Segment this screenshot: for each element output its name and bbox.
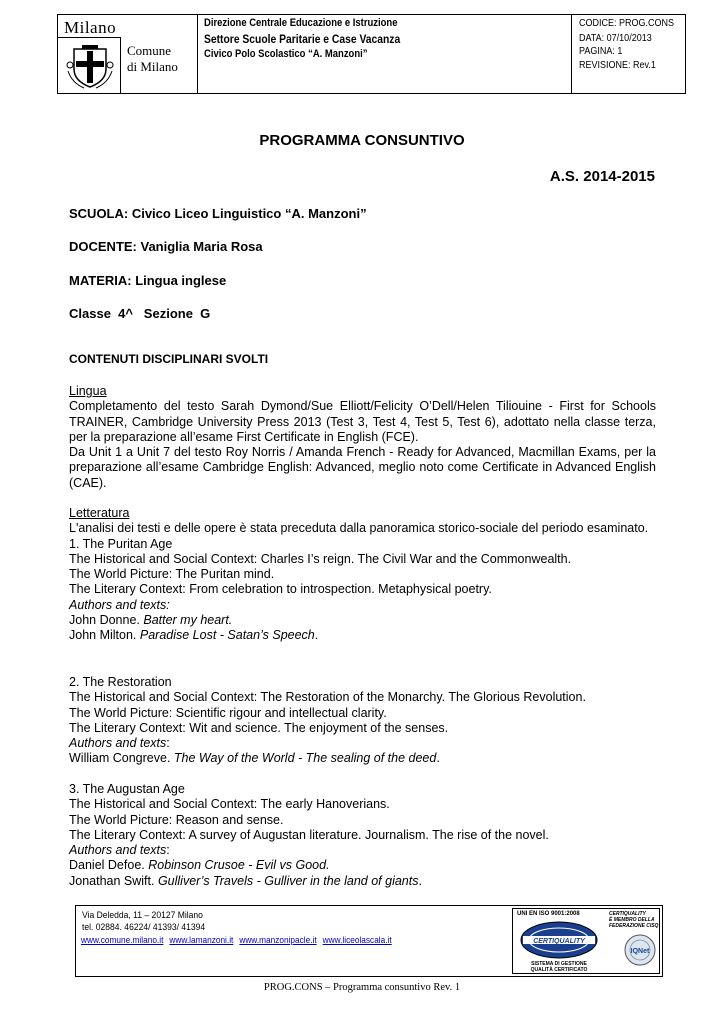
lingua-paragraph: Da Unit 1 a Unit 7 del testo Roy Norris / Amanda French - Ready for Advanced, Macmillan Exams, per la preparazione all’esame Cambridge English: Advanced, meglio noto come Certificate in Advanced English (CAE). — [69, 445, 656, 490]
code-line: PAGINA: 1 — [579, 46, 623, 57]
page-footer-note: PROG.CONS – Programma consuntivo Rev. 1 — [263, 982, 461, 993]
document-codes-cell — [572, 15, 685, 93]
school-year: A.S. 2014-2015 — [549, 168, 655, 185]
context-line: The World Picture: The Puritan mind. — [69, 567, 275, 582]
context-line: The Historical and Social Context: The early Hanoverians. — [69, 797, 390, 812]
augustan-section — [69, 782, 656, 889]
period-title: 1. The Puritan Age — [69, 536, 173, 551]
period-title: 2. The Restoration — [69, 675, 172, 689]
direction-line: Civico Polo Scolastico “A. Manzoni” — [204, 48, 368, 60]
author-entry: Daniel Defoe. Robinson Crusoe - Evil vs Good. — [69, 858, 330, 873]
link-liceolascala[interactable]: www.liceolascala.it — [322, 935, 392, 945]
authors-label: Authors and texts: — [69, 843, 170, 858]
section-title: CONTENUTI DISCIPLINARI SVOLTI — [69, 352, 269, 366]
context-line: The Historical and Social Context: Charles I’s reign. The Civil War and the Commonwealth. — [69, 551, 572, 566]
certification-badge — [512, 908, 660, 974]
cert-caption: SISTEMA DI GESTIONE QUALITÀ CERTIFICATO — [530, 961, 588, 973]
context-line: The World Picture: Scientific rigour and intellectual clarity. — [69, 705, 387, 720]
code-line: CODICE: PROG.CONS — [579, 18, 675, 29]
author-entry: William Congreve. The Way of the World - The sealing of the deed. — [69, 751, 440, 766]
context-line: The Literary Context: A survey of Augustan literature. Journalism. The rise of the novel. — [69, 827, 549, 842]
context-line: The Literary Context: From celebration to introspection. Metaphysical poetry. — [69, 582, 492, 597]
link-manzonipacle[interactable]: www.manzonipacle.it — [239, 935, 317, 945]
school-info: SCUOLA: Civico Liceo Linguistico “A. Manzoni” — [69, 206, 367, 221]
author-entry: John Donne. Batter my heart. — [69, 613, 233, 628]
code-line: DATA: 07/10/2013 — [579, 33, 652, 44]
document-header — [57, 14, 686, 94]
link-comune[interactable]: www.comune.milano.it — [81, 935, 164, 945]
context-line: The Literary Context: Wit and science. The enjoyment of the senses. — [69, 720, 449, 735]
footer-address: Via Deledda, 11 – 20127 Milano tel. 02884. 46224/ 41393/ 41394 — [82, 910, 206, 933]
certiquality-logo-icon — [519, 920, 599, 960]
authors-label: Authors and texts: — [69, 736, 170, 751]
context-line: The Historical and Social Context: The Restoration of the Monarchy. The Glorious Revolution. — [69, 690, 586, 705]
letteratura-intro: L'analisi dei testi e delle opere è stata preceduta dalla panoramica storico-sociale del periodo esaminato. — [69, 521, 649, 536]
iqnet-logo-icon — [623, 933, 657, 967]
author-entry: Jonathan Swift. Gulliver’s Travels - Gulliver in the land of giants. — [69, 873, 422, 888]
code-line: REVISIONE: Rev.1 — [579, 60, 656, 71]
direction-line: Settore Scuole Paritarie e Case Vacanza — [204, 32, 401, 46]
milano-wordmark: Milano — [64, 18, 117, 37]
subject-info: MATERIA: Lingua inglese — [69, 273, 227, 288]
direction-line: Direzione Centrale Educazione e Istruzione — [204, 17, 398, 29]
authors-label: Authors and texts: — [69, 597, 170, 612]
footer-links — [81, 935, 395, 945]
comune-label: Comune di Milano — [127, 43, 178, 74]
page-title: PROGRAMMA CONSUNTIVO — [259, 132, 465, 149]
iso-label: UNI EN ISO 9001:2008 — [517, 911, 580, 917]
link-lamanzoni[interactable]: www.lamanzoni.it — [169, 935, 234, 945]
document-footer — [75, 905, 663, 977]
milano-crest-icon — [66, 45, 114, 89]
context-line: The World Picture: Reason and sense. — [69, 812, 284, 827]
restoration-section — [69, 675, 656, 767]
lingua-section — [69, 384, 656, 491]
author-entry: John Milton. Paradise Lost - Satan’s Speech. — [69, 628, 319, 643]
letteratura-section — [69, 506, 656, 644]
logo-cell — [58, 15, 198, 93]
cisq-label: CERTIQUALITY È MEMBRO DELLA FEDERAZIONE CISQ — [609, 911, 659, 929]
letteratura-heading: Letteratura — [69, 506, 130, 520]
lingua-paragraph: Completamento del testo Sarah Dymond/Sue Elliott/Felicity O’Dell/Helen Tiliouine - First for Schools TRAINER, Cambridge University Press 2013 (Test 3, Test 4, Test 5, Test 6), adottato nella classe terza, per la preparazione all’esame First Certificate in English (FCE). — [69, 399, 656, 444]
teacher-info: DOCENTE: Vaniglia Maria Rosa — [69, 239, 263, 254]
direction-cell — [198, 15, 572, 93]
period-title: 3. The Augustan Age — [69, 782, 185, 796]
lingua-heading: Lingua — [69, 384, 107, 398]
iqnet-label: IQNet — [630, 948, 650, 955]
class-info: Classe 4^ Sezione G — [69, 306, 211, 321]
certiquality-brand: CERTIQUALITY — [533, 938, 585, 945]
